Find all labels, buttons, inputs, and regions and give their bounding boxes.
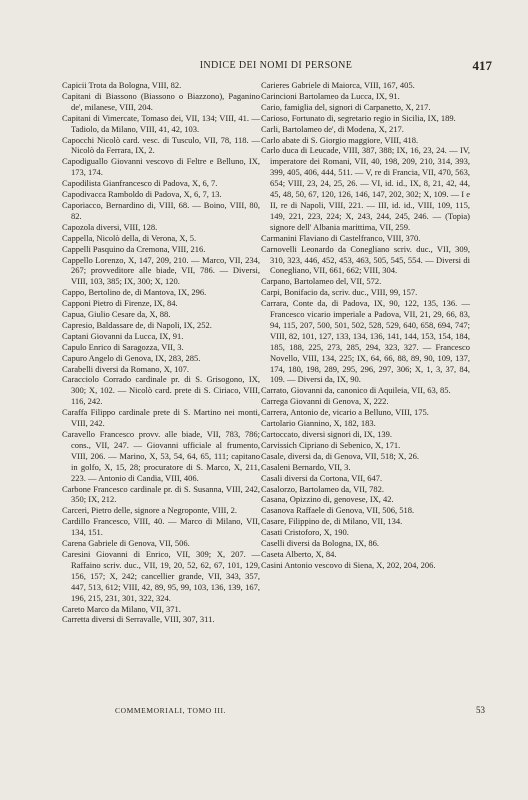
index-entry: Caseta Alberto, X, 84. bbox=[261, 548, 337, 559]
index-entry: Casini Antonio vescovo di Siena, X, 202, 204, 206. bbox=[261, 559, 436, 570]
index-entry: Carceri, Pietro delle, signore a Negroponte, VIII, 2. bbox=[62, 505, 237, 516]
index-column-left bbox=[62, 80, 260, 625]
page-number: 417 bbox=[472, 58, 492, 73]
index-entry: Cappello Lorenzo, X, 147, 209, 210. — Marco, VII, 234, 267; provveditore alle biade, VII, 786. — Diversi, VIII, 103, 385; IX, 300; X, 120. bbox=[62, 254, 260, 287]
index-entry: Cartoccato, diversi signori di, IX, 139. bbox=[261, 429, 393, 439]
index-entry: Capitani di Biassono (Biassono o Biazzono), Paganino de', milanese, VIII, 204. bbox=[62, 90, 260, 112]
index-entry: Capulo Enrico di Saragozza, VII, 3. bbox=[62, 341, 184, 352]
page-header bbox=[60, 58, 492, 74]
index-entry: Carena Gabriele di Genova, VII, 506. bbox=[62, 538, 190, 549]
index-entry: Caporiacco, Bernardino di, VIII, 68. — Boino, VIII, 80, 82. bbox=[62, 199, 260, 221]
index-column-right bbox=[261, 80, 470, 571]
index-entry: Carrega Giovanni di Genova, X, 222. bbox=[261, 396, 389, 407]
index-entry: Cario, famiglia del, signori di Carpanetto, X, 217. bbox=[261, 101, 431, 112]
index-entry: Casale, diversi da, di Genova, VII, 518; X, 26. bbox=[261, 450, 420, 461]
index-entry: Carbone Francesco cardinale pr. di S. Susanna, VIII, 242, 350; IX, 212. bbox=[62, 483, 260, 505]
index-entry: Cappella, Nicolò della, di Verona, X, 5. bbox=[62, 232, 197, 243]
page-footer bbox=[60, 705, 485, 717]
index-entry: Casaleni Bernardo, VII, 3. bbox=[261, 461, 351, 472]
index-entry: Carrara, Conte da, di Padova, IX, 90, 122, 135, 136. — Francesco vicario imperiale a Padova, VII, 21, 29, 66, 83, 94, 115, 207, 500, 501, 502, 528, 529, 640, 658, 694, 747; VIII, 82, 101, 127, 133, 134, 136, 141, 144, 153, 154, 184, 185, 188, 225, 273, 285, 294, 323, 327. — Francesco Novello, VIII, 134, 225; IX, 64, 66, 88, 89, 90, 109, 137, 174, 180, 198, 289, 295, 296, 297, 306; X, 1, 3, 37, 84, 109. — Diversi da, IX, 90. bbox=[261, 298, 470, 385]
index-entry: Carieres Gabriele di Maiorca, VIII, 167, 405. bbox=[261, 80, 415, 90]
index-entry: Carincioni Bartolameo da Lucca, IX, 91. bbox=[261, 90, 400, 101]
index-entry: Caravello Francesco provv. alle biade, VII, 783, 786; cons., VII, 247. — Giovanni ufficiale al frumento, VIII, 206. — Marino, X, 53, 54, 64, 65, 111; capitano in golfo, X, 15, 28; procuratore di S. Marco, X, 211, 223. — Antonio di Candia, VIII, 406. bbox=[62, 429, 260, 483]
index-entry: Cappelli Pasquino da Cremona, VIII, 216. bbox=[62, 243, 206, 254]
running-title: INDICE DEI NOMI DI PERSONE bbox=[199, 60, 353, 71]
index-entry: Carli, Bartolameo de', di Modena, X, 217. bbox=[261, 123, 404, 134]
index-entry: Carmanini Flaviano di Castelfranco, VIII, 370. bbox=[261, 232, 421, 243]
index-entry: Cappo, Bertolino de, di Mantova, IX, 296. bbox=[62, 287, 207, 298]
index-entry: Carnovelli Leonardo da Conegliano scriv. duc., VII, 309, 310, 323, 446, 452, 453, 463, 505, 545, 554. — Diversi di Conegliano, VII, 661, 662; VIII, 304. bbox=[261, 243, 470, 276]
index-entry: Capuro Angelo di Genova, IX, 283, 285. bbox=[62, 352, 201, 363]
index-entry: Capodiguallo Giovanni vescovo di Feltre e Belluno, IX, 173, 174. bbox=[62, 156, 260, 178]
index-entry: Casana, Opizzino di, genovese, IX, 42. bbox=[261, 494, 394, 505]
index-entry: Casali diversi da Cortona, VII, 647. bbox=[261, 472, 383, 483]
index-entry: Capresio, Baldassare de, di Napoli, IX, 252. bbox=[62, 319, 212, 330]
index-entry: Casare, Filippino de, di Milano, VII, 134. bbox=[261, 516, 403, 527]
index-entry: Careto Marco da Milano, VII, 371. bbox=[62, 603, 181, 614]
index-entry: Capodivacca Ramboldo di Padova, X, 6, 7, 13. bbox=[62, 189, 222, 200]
index-entry: Carlo abate di S. Giorgio maggiore, VIII, 418. bbox=[261, 134, 419, 145]
index-entry: Carrato, Giovanni da, canonico di Aquileia, VII, 63, 85. bbox=[261, 385, 451, 396]
index-entry: Capocchi Nicolò card. vesc. di Tusculo, VII, 78, 118. — Nicolò da Ferrara, IX, 2. bbox=[62, 134, 260, 156]
index-entry: Caraffa Filippo cardinale prete di S. Martino nei monti, VIII, 242. bbox=[62, 407, 260, 429]
footer-signature: COMMEMORIALI, TOMO III. bbox=[115, 706, 227, 715]
index-entry: Caselli diversi da Bologna, IX, 86. bbox=[261, 538, 380, 549]
index-entry: Casati Cristoforo, X, 190. bbox=[261, 527, 349, 538]
index-entry: Cartolario Giannino, X, 182, 183. bbox=[261, 418, 376, 429]
index-entry: Casanova Raffaele di Genova, VII, 506, 518. bbox=[261, 505, 415, 516]
index-entry: Carrera, Antonio de, vicario a Belluno, VIII, 175. bbox=[261, 407, 429, 418]
index-entry: Capodilista Gianfrancesco di Padova, X, 6, 7. bbox=[62, 178, 218, 189]
index-entry: Carpano, Bartolameo del, VII, 572. bbox=[261, 276, 382, 287]
index-entry: Carretta diversi di Serravalle, VIII, 307, 311. bbox=[62, 614, 215, 625]
index-entry: Caresini Giovanni di Enrico, VII, 309; X, 207. — Raffaino scriv. duc., VII, 19, 20, 52, 62, 67, 101, 129, 156, 157; X, 242; cancellier grande, VII, 343, 357, 447, 513, 612; VIII, 42, 89, 95, 99, 103, 136, 139, 167, 196, 215, 231, 301, 322, 324. bbox=[62, 548, 260, 603]
index-entry: Caracciolo Corrado cardinale pr. di S. Grisogono, IX, 300; X, 102. — Nicolò card. prete di S. Ciriaco, VIII, 116, 242. bbox=[62, 374, 260, 407]
index-entry: Carlo duca di Leucade, VIII, 387, 388; IX, 16, 23, 24. — IV, imperatore dei Romani, VII, 40, 198, 209, 210, 314, 393, 399, 405, 406, 444, 511. — V, re di Francia, VII, 470, 563, 654; VIII, 23, 24, 25, 26. — VI, id. id., IX, 8, 21, 42, 44, 45, 48, 50, 67, 120, 126, 146, 147, 202, 302; X, 109. — I e II, re di Napoli, VIII, 221. — III, id. id., VIII, 109, 115, 149, 221, 223, 224; X, 243, 244, 245, 246. — (Topia) signore dell' Albania marittima, VII, 259. bbox=[261, 145, 470, 232]
index-entry: Capitani di Vimercate, Tomaso dei, VII, 134; VIII, 41. — Tadiolo, da Milano, VIII, 41, 42, 103. bbox=[62, 112, 260, 134]
index-entry: Carabelli diversi da Romano, X, 107. bbox=[62, 363, 190, 374]
index-entry: Casalorzo, Bartolameo da, VII, 782. bbox=[261, 483, 385, 494]
index-entry: Capua, Giulio Cesare da, X, 88. bbox=[62, 309, 171, 320]
index-entry: Carvissich Cipriano di Sebenico, X, 171. bbox=[261, 439, 401, 450]
index-entry: Carioso, Fortunato di, segretario regio in Sicilia, IX, 189. bbox=[261, 112, 456, 123]
index-entry: Capozola diversi, VIII, 128. bbox=[62, 221, 158, 232]
index-entry: Cardillo Francesco, VIII, 40. — Marco di Milano, VII, 134, 151. bbox=[62, 516, 260, 538]
index-entry: Capicii Trota da Bologna, VIII, 82. bbox=[62, 80, 182, 90]
index-entry: Carpi, Bonifacio da, scriv. duc., VIII, 99, 157. bbox=[261, 287, 418, 298]
index-entry: Captani Giovanni da Lucca, IX, 91. bbox=[62, 330, 184, 341]
signature-number: 53 bbox=[476, 705, 485, 715]
index-entry: Capponi Pietro di Firenze, IX, 84. bbox=[62, 298, 178, 309]
